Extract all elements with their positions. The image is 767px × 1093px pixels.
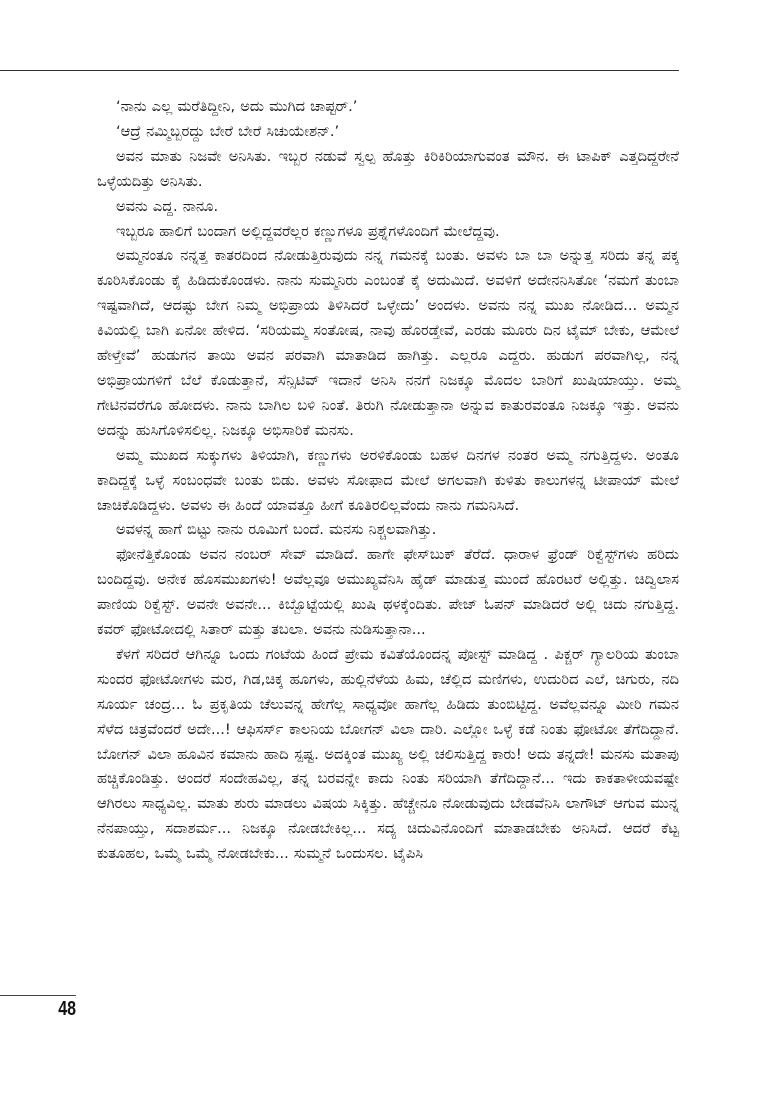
paragraph: ಫೋನೆತ್ತಿಕೊಂಡು ಅವನ ನಂಬರ್ ಸೇವ್ ಮಾಡಿದೆ. ಹಾಗೇ ಫೇಸ್‌ಬುಕ್ ತೆರೆದೆ. ಧಾರಾಳ ಫ್ರೆಂಡ್ ರಿಕ್ವೆಸ್ಟ್‌ಗಳು ಹರಿದು ಬಂದಿದ್ದವು. ಅನೇಕ ಹೊಸಮುಖಗಳು! ಅವೆಲ್ಲವೂ ಅಮುಖ್ಯವೆನಿಸಿ ಹೈಡ್ ಮಾಡುತ್ತ ಮುಂದೆ ಹೊರಟರೆ ಅಲ್ಲಿತ್ತು. ಚಿದ್ವಿಲಾಸ ಪಾಣಿಯ ರಿಕ್ವೆಸ್ಟ್. ಅವನೇ ಅವನೇ... ಕಿಬ್ಬೊಟ್ಟೆಯಲ್ಲಿ ಖುಷಿ ಥಳಕ್ಕೆಂದಿತು. ಪೇಜ್ ಓಪನ್ ಮಾಡಿದರೆ ಅಲ್ಲಿ ಚಿದು ನಗುತ್ತಿದ್ದ. ಕವರ್ ಫೋಟೋದಲ್ಲಿ ಸಿತಾರ್ ಮತ್ತು ತಬಲಾ. ಅವನು ನುಡಿಸುತ್ತಾನಾ... bbox=[97, 546, 679, 639]
paragraph: ‘ಆದ್ರೆ ನಮ್ಮಿಬ್ಬರದ್ದು ಬೇರೆ ಬೇರೆ ಸಿಚುಯೇಶನ್.’ bbox=[116, 122, 340, 140]
paragraph: ಅವನು ಎದ್ದ. ನಾನೂ. bbox=[116, 197, 219, 215]
paragraph: ಅವಳನ್ನ ಹಾಗೆ ಬಿಟ್ಟು ನಾನು ರೂಮಿಗೆ ಬಂದೆ. ಮನಸು ನಿಶ್ಚಲವಾಗಿತ್ತು. bbox=[116, 521, 437, 539]
paragraph: ಅವನ ಮಾತು ನಿಜವೇ ಅನಿಸಿತು. ಇಬ್ಬರ ನಡುವೆ ಸ್ವಲ್ಪ ಹೊತ್ತು ಕಿರಿಕಿರಿಯಾಗುವಂತ ಮೌನ. ಈ ಟಾಪಿಕ್ ಎತ್ತದಿದ್ದರೇನೆ ಒಳ್ಳೆಯದಿತ್ತು ಅನಿಸಿತು. bbox=[97, 147, 679, 190]
page-number: 48 bbox=[58, 998, 76, 1020]
footer-rule bbox=[0, 995, 76, 996]
paragraph: ಅಮ್ಮನಂತೂ ನನ್ನತ್ತ ಕಾತರದಿಂದ ನೋಡುತ್ತಿರುವುದು ನನ್ನ ಗಮನಕ್ಕೆ ಬಂತು. ಅವಳು ಬಾ ಬಾ ಅನ್ನುತ್ತ ಸರಿದು ತನ್ನ ಪಕ್ಕ ಕೂರಿಸಿಕೊಂಡು ಕೈ ಹಿಡಿದುಕೊಂಡಳು. ನಾನು ಸುಮ್ಮನಿರು ಎಂಬಂತೆ ಕೈ ಅದುಮಿದೆ. ಅವಳಿಗೆ ಅದೇನನಿಸಿತೋ ‘ನಮಗೆ ತುಂಬಾ ಇಷ್ಟವಾಗಿದೆ, ಆದಷ್ಟು ಬೇಗ ನಿಮ್ಮ ಅಭಿಪ್ರಾಯ ತಿಳಿಸಿದರೆ ಒಳ್ಳೇದು’ ಅಂದಳು. ಅವನು ನನ್ನ ಮುಖ ನೋಡಿದ... ಅಮ್ಮನ ಕಿವಿಯಲ್ಲಿ ಬಾಗಿ ಏನೋ ಹೇಳಿದ. ‘ಸರಿಯಮ್ಮ ಸಂತೋಷ, ನಾವು ಹೊರಡ್ತೇವೆ, ಎರಡು ಮೂರು ದಿನ ಟೈಮ್ ಬೇಕು, ಆಮೇಲೆ ಹೇಳ್ತೇವೆ’ ಹುಡುಗನ ತಾಯಿ ಅವನ ಪರವಾಗಿ ಮಾತಾಡಿದ ಹಾಗಿತ್ತು. ಎಲ್ಲರೂ ಎದ್ದರು. ಹುಡುಗ ಪರವಾಗಿಲ್ಲ, ನನ್ನ ಅಭಿಪ್ರಾಯಗಳಿಗೆ ಬೆಲೆ ಕೊಡುತ್ತಾನೆ, ಸೆನ್ಸಿಟಿವ್ ಇದಾನೆ ಅನಿಸಿ ನನಗೆ ನಿಜಕ್ಕೂ ಮೊದಲ ಬಾರಿಗೆ ಖುಷಿಯಾಯ್ತು. ಅಮ್ಮ ಗೇಟಿನವರೆಗೂ ಹೋದಳು. ನಾನು ಬಾಗಿಲ ಬಳಿ ನಿಂತೆ. ತಿರುಗಿ ನೋಡುತ್ತಾನಾ ಅನ್ನುವ ಕಾತುರವಂತೂ ನಿಜಕ್ಕೂ ಇತ್ತು. ಅವನು ಅದನ್ನು ಹುಸಿಗೊಳಿಸಲಿಲ್ಲ. ನಿಜಕ್ಕೂ ಅಭಿಸಾರಿಕೆ ಮನಸು. bbox=[97, 247, 679, 439]
paragraph: ‘ನಾನು ಎಲ್ಲ ಮರೆತಿದ್ದೀನಿ, ಅದು ಮುಗಿದ ಚಾಪ್ಟರ್.’ bbox=[116, 98, 358, 115]
header-rule bbox=[0, 70, 679, 71]
paragraph: ಕೆಳಗೆ ಸರಿದರೆ ಆಗಿನ್ನೂ ಒಂದು ಗಂಟೆಯ ಹಿಂದೆ ಪ್ರೇಮ ಕವಿತೆಯೊಂದನ್ನ ಪೋಸ್ಟ್ ಮಾಡಿದ್ದ . ಪಿಕ್ಚರ್ ಗ್ಯಾಲರಿಯ ತುಂಬಾ ಸುಂದರ ಫೋಟೋಗಳು ಮರ, ಗಿಡ,ಚಿಕ್ಕ ಹೂಗಳು, ಹುಲ್ಲಿನೆಳೆಯ ಹಿಮ, ಚೆಲ್ಲಿದ ಮಣಿಗಳು, ಉದುರಿದ ಎಲೆ, ಚಿಗುರು, ನದಿ ಸೂರ್ಯ ಚಂದ್ರ... ಓ ಪ್ರಕೃತಿಯ ಚೆಲುವನ್ನ ಹೇಗೆಲ್ಲ ಸಾಧ್ಯವೋ ಹಾಗೆಲ್ಲ ಹಿಡಿದು ತುಂಬಿಟ್ಟಿದ್ದ. ಅವೆಲ್ಲವನ್ನೂ ಮೀರಿ ಗಮನ ಸೆಳೆದ ಚಿತ್ರವೆಂದರೆ ಅದೇ...! ಆಫಿಸರ್ಸ್ ಕಾಲನಿಯ ಬೋಗನ್ ವಿಲಾ ದಾರಿ. ಎಲ್ಲೋ ಒಳ್ಳೆ ಕಡೆ ನಿಂತು ಫೋಟೋ ತೆಗೆದಿದ್ದಾನೆ. ಬೋಗನ್ ವಿಲಾ ಹೂವಿನ ಕಮಾನು ಹಾದಿ ಸ್ಪಷ್ಟ. ಅದಕ್ಕಿಂತ ಮುಖ್ಯ ಅಲ್ಲಿ ಚಲಿಸುತ್ತಿದ್ದ ಕಾರು! ಅದು ತನ್ನದೇ! ಮನಸು ಮತಾಪು ಹಚ್ಚಿಕೊಂಡಿತ್ತು. ಅಂದರೆ ಸಂದೇಹವಿಲ್ಲ, ತನ್ನ ಬರವನ್ನೇ ಕಾದು ನಿಂತು ಸರಿಯಾಗಿ ತೆಗೆದಿದ್ದಾನೆ... ಇದು ಕಾಕತಾಳೀಯವಷ್ಟೇ ಆಗಿರಲು ಸಾಧ್ಯವಿಲ್ಲ. ಮಾತು ಶುರು ಮಾಡಲು ವಿಷಯ ಸಿಕ್ಕಿತ್ತು. ಹೆಚ್ಚೇನೂ ನೋಡುವುದು ಬೇಡವೆನಿಸಿ ಲಾಗೌಟ್ ಆಗುವ ಮುನ್ನ ನೆನಪಾಯ್ತು, ಸದಾಶರ್ಮ... ನಿಜಕ್ಕೂ ನೋಡಬೇಕಿಲ್ಲ... ಸದ್ಯ ಚಿದುವಿನೊಂದಿಗೆ ಮಾತಾಡಬೇಕು ಅನಿಸಿದೆ. ಆದರೆ ಕೆಟ್ಟ ಕುತೂಹಲ, ಒಮ್ಮೆ ಒಮ್ಮೆ ನೋಡಬೇಕು... ಸುಮ್ಮನೆ ಒಂದುಸಲ. ಟೈಪಿಸಿ bbox=[97, 645, 679, 863]
paragraph: ಅಮ್ಮ ಮುಖದ ಸುಕ್ಕುಗಳು ತಿಳಿಯಾಗಿ, ಕಣ್ಣುಗಳು ಅರಳಿಕೊಂಡು ಬಹಳ ದಿನಗಳ ನಂತರ ಅಮ್ಮ ನಗುತ್ತಿದ್ದಳು. ಅಂತೂ ಕಾದಿದ್ದಕ್ಕೆ ಒಳ್ಳೆ ಸಂಬಂಧವೇ ಬಂತು ಬಿಡು. ಅವಳು ಸೋಫಾದ ಮೇಲೆ ಅಗಲವಾಗಿ ಕುಳಿತು ಕಾಲುಗಳನ್ನ ಟೀಪಾಯ್ ಮೇಲೆ ಚಾಚಿಕೊಡಿದ್ದಳು. ಅವಳು ಈ ಹಿಂದೆ ಯಾವತ್ತೂ ಹೀಗೆ ಕೂತಿರಲಿಲ್ಲವೆಂದು ನಾನು ಗಮನಿಸಿದೆ. bbox=[97, 446, 679, 514]
page-body bbox=[97, 95, 679, 867]
paragraph: ಇಬ್ಬರೂ ಹಾಲಿಗೆ ಬಂದಾಗ ಅಲ್ಲಿದ್ದವರೆಲ್ಲರ ಕಣ್ಣುಗಳೂ ಪ್ರಶ್ನೆಗಳೊಂದಿಗೆ ಮೇಲೆದ್ದವು. bbox=[116, 222, 500, 240]
